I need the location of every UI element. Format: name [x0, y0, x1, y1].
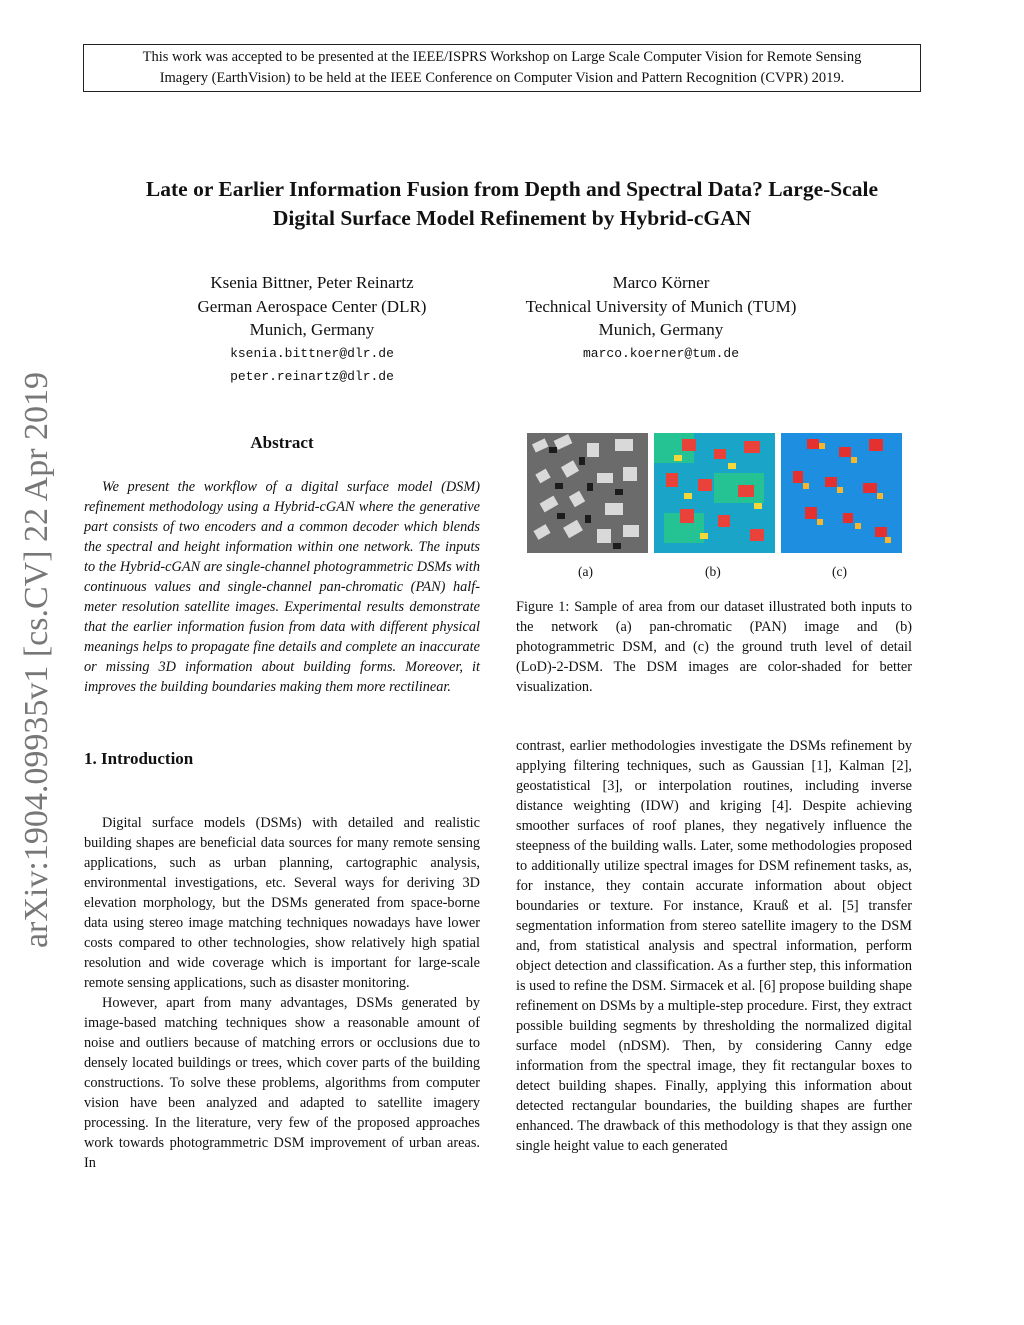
author-block-dlr [131, 271, 493, 389]
abstract-heading: Abstract [250, 433, 314, 452]
arxiv-stamp [10, 350, 60, 970]
subfigure-label-b: (b) [705, 564, 721, 579]
introduction-heading: 1. Introduction [84, 749, 194, 768]
right-column-body: contrast, earlier methodologies investigate the DSMs refinement by applying filtering techniques, such as Gaussian [1], Kalman [2], geostatistical [3], or interpolation routines, including inverse distance weighting (IDW) and kriging [4]. Despite achieving smoother surfaces of roof planes, they negatively influence the steepness of the building walls. Later, some methodologies proposed to additionally utilize spectral images for DSM refinement tasks, as, for instance, they contain accurate information about object boundaries or texture. For instance, Krauß et al. [5] transfer segmentation information from stereo satellite imagery to the DSM and, from statistical analysis and spectral information, perform object detection and classification. As a further step, this information is used to refine the DSM. Sirmacek et al. [6] propose building shape refinement on DSMs by a multiple-step procedure. First, they extract possible building segments by thresholding the normalized digital surface model (nDSM). Then, by considering Canny edge information from the spectral image, they fit rectangular boxes to detect building shapes. Finally, applying this information about detected rectangular boundaries, the building shapes are further enhanced. The drawback of this methodology is that they assign one single height value to each generated [516, 738, 912, 1154]
photogrammetric-dsm-image [654, 433, 775, 553]
ground-truth-lod2-dsm-image [781, 433, 902, 553]
subfigure-label-c: (c) [832, 564, 847, 579]
author-affiliation: German Aerospace Center (DLR) [197, 296, 427, 316]
author-block-tum [480, 271, 842, 365]
intro-paragraph-2: However, apart from many advantages, DSMs generated by image-based matching techniques show a reasonable amount of noise and outliers because of matching errors or occlusions due to densely located buildings or trees, which cover parts of the building constructions. To solve these problems, algorithms from computer vision have been analyzed and adapted to satellite imagery processing. In the literature, very few of the proposed approaches work towards photogrammetric DSM improvement of urban areas. In [84, 995, 480, 1171]
author-names: Ksenia Bittner, Peter Reinartz [210, 273, 414, 292]
author-email[interactable]: ksenia.bittner@dlr.de [230, 345, 394, 361]
pan-image [527, 433, 648, 553]
author-email[interactable]: marco.koerner@tum.de [582, 345, 740, 361]
author-names: Marco Körner [612, 273, 710, 292]
paper-title [60, 175, 964, 233]
figure-caption: Figure 1: Sample of area from our dataset illustrated both inputs to the network (a) pan-chromatic (PAN) image and (b) photogrammetric DSM, and (c) the ground truth level of detail (LoD)-2-DSM. The DSM images are color-shaded for better visualization. [516, 599, 912, 695]
author-affiliation: Technical University of Munich (TUM) [525, 296, 797, 316]
figure-1 [527, 433, 903, 553]
intro-paragraph-1: Digital surface models (DSMs) with detailed and realistic building shapes are beneficial data sources for many remote sensing applications, such as urban planning, cartographic analysis, environmental investigations, etc. Several ways for deriving 3D elevation morphology, but the DSMs generated from space-borne data using stereo image matching techniques nowadays have lower costs compared to other technologies, show relatively high spatial resolution and wide coverage which is important for large-scale remote sensing applications, such as disaster monitoring. [84, 815, 480, 991]
notice-line-1: This work was accepted to be presented at the IEEE/ISPRS Workshop on Large Scale Computer Vision for Remote Sensing [142, 49, 862, 65]
arxiv-stamp-text: arXiv:1904.09935v1 [cs.CV] 22 Apr 2019 [18, 371, 55, 949]
title-line-1: Late or Earlier Information Fusion from Depth and Spectral Data? Large-Scale [145, 177, 879, 201]
abstract-text: We present the workflow of a digital surface model (DSM) refinement methodology using a Hybrid-cGAN where the generative part consists of two encoders and a common decoder which blends the spectral and height information within one network. The inputs to the Hybrid-cGAN are single-channel photogrammetric DSMs with continuous values and single-channel pan-chromatic (PAN) half-meter resolution satellite images. Experimental results demonstrate that the earlier information fusion from data with different physical meanings helps to propagate fine details and complete an inaccurate or missing 3D information about building forms. Moreover, it improves the building boundaries making them more rectilinear. [84, 479, 480, 695]
title-line-2: Digital Surface Model Refinement by Hybrid-cGAN [272, 206, 752, 230]
notice-line-2: Imagery (EarthVision) to be held at the IEEE Conference on Computer Vision and Pattern Recognition (CVPR) 2019. [159, 70, 845, 86]
author-location: Munich, Germany [598, 320, 724, 339]
author-location: Munich, Germany [249, 320, 375, 339]
introduction-body [84, 813, 480, 1173]
subfigure-label-a: (a) [578, 564, 593, 579]
conference-notice [83, 44, 921, 92]
author-email[interactable]: peter.reinartz@dlr.de [230, 369, 394, 384]
